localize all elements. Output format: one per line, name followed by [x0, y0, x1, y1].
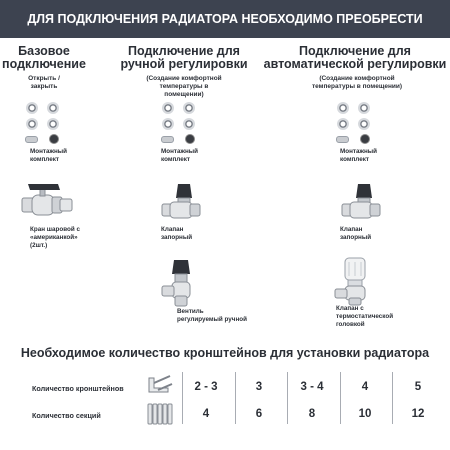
row-label-sections: Количество секций	[32, 411, 101, 420]
thermostatic-valve-icon	[333, 256, 377, 306]
brackets-section-title: Необходимое количество кронштейнов для установки радиатора	[20, 346, 430, 360]
valve-label-manual: Клапан запорный	[161, 226, 193, 241]
ball-valve-icon	[20, 180, 76, 222]
valve2-label-manual: Вентиль регулируемый ручной	[177, 308, 247, 323]
sections-value: 6	[255, 408, 263, 420]
column-subtitle-manual: (Создание комфортной температуры в помещении)	[146, 75, 222, 98]
shutoff-valve-icon	[158, 180, 204, 224]
mounting-kit-icon	[335, 100, 377, 150]
row-label-brackets: Количество кронштейнов	[32, 384, 124, 393]
mounting-kit-icon	[160, 100, 202, 150]
valve-label-auto: Клапан запорный	[340, 226, 372, 241]
valve-label-basic: Кран шаровой с «американкой» (2шт.)	[30, 226, 80, 249]
bracket-icon	[146, 374, 174, 396]
shutoff-valve-icon	[338, 180, 384, 224]
valve2-label-auto: Клапан с термостатической головкой	[336, 305, 394, 328]
brackets-value: 2 - 3	[194, 381, 218, 393]
brackets-value: 3	[255, 381, 263, 393]
column-subtitle-auto: (Создание комфортной температуры в помещении)	[311, 75, 403, 90]
kit-label-manual: Монтажный комплект	[161, 148, 198, 163]
mounting-kit-icon	[24, 100, 66, 150]
sections-value: 4	[202, 408, 210, 420]
kit-label-auto: Монтажный комплект	[340, 148, 377, 163]
sections-value: 10	[358, 408, 372, 420]
radiator-icon	[146, 402, 174, 426]
sections-value: 12	[411, 408, 425, 420]
column-subtitle-basic: Открыть / закрыть	[28, 75, 60, 90]
brackets-value: 3 - 4	[300, 381, 324, 393]
brackets-value: 4	[361, 381, 369, 393]
manual-valve-icon	[160, 258, 200, 308]
kit-label-basic: Монтажный комплект	[30, 148, 67, 163]
sections-value: 8	[308, 408, 316, 420]
column-title-auto: Подключение для автоматической регулировки	[263, 44, 447, 71]
column-title-manual: Подключение для ручной регулировки	[120, 44, 248, 71]
column-title-basic: Базовое подключение	[2, 44, 86, 71]
page-banner: ДЛЯ ПОДКЛЮЧЕНИЯ РАДИАТОРА НЕОБХОДИМО ПРЕОБРЕСТИ	[0, 0, 450, 38]
brackets-value: 5	[414, 381, 422, 393]
